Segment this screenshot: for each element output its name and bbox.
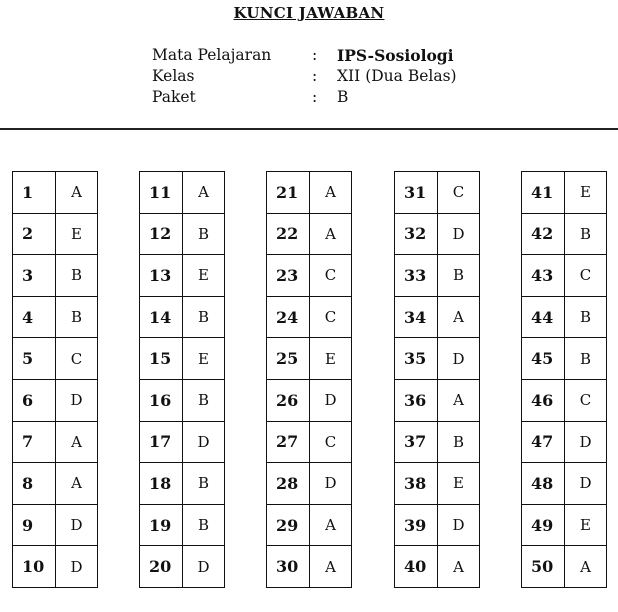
- table-row: [522, 421, 607, 463]
- question-number: 29: [267, 504, 310, 546]
- table-row: [395, 296, 480, 338]
- colon: :: [312, 46, 318, 64]
- answer-letter: B: [56, 255, 98, 297]
- table-row: [140, 172, 225, 214]
- table-row: [395, 421, 480, 463]
- info-row-subject: [152, 45, 457, 66]
- answer-letter: D: [438, 338, 480, 380]
- info-row-class: [152, 66, 457, 87]
- question-number: 17: [140, 421, 183, 463]
- question-number: 1: [13, 172, 56, 214]
- answer-letter: B: [183, 296, 225, 338]
- question-number: 42: [522, 213, 565, 255]
- answer-letter: C: [565, 255, 607, 297]
- table-row: [267, 296, 352, 338]
- question-number: 15: [140, 338, 183, 380]
- answer-table-4: [394, 171, 480, 588]
- table-row: [140, 463, 225, 505]
- question-number: 3: [13, 255, 56, 297]
- question-number: 9: [13, 504, 56, 546]
- answer-table-1: [12, 171, 98, 588]
- answer-letter: E: [565, 504, 607, 546]
- subject-label: Mata Pelajaran: [152, 46, 272, 64]
- table-row: [140, 379, 225, 421]
- table-row: [13, 213, 98, 255]
- answer-letter: B: [183, 504, 225, 546]
- table-row: [522, 463, 607, 505]
- table-row: [522, 213, 607, 255]
- answer-table-5: [521, 171, 607, 588]
- table-row: [395, 379, 480, 421]
- table-row: [140, 504, 225, 546]
- question-number: 2: [13, 213, 56, 255]
- answer-letter: B: [565, 296, 607, 338]
- class-label: Kelas: [152, 67, 195, 85]
- question-number: 44: [522, 296, 565, 338]
- answer-letter: B: [565, 213, 607, 255]
- question-number: 25: [267, 338, 310, 380]
- package-value: B: [337, 88, 349, 106]
- question-number: 37: [395, 421, 438, 463]
- package-label: Paket: [152, 88, 196, 106]
- answer-letter: D: [56, 504, 98, 546]
- answer-letter: E: [56, 213, 98, 255]
- answer-letter: D: [565, 463, 607, 505]
- table-row: [140, 213, 225, 255]
- question-number: 27: [267, 421, 310, 463]
- answer-letter: A: [56, 172, 98, 214]
- question-number: 8: [13, 463, 56, 505]
- answer-letter: E: [183, 338, 225, 380]
- table-row: [395, 213, 480, 255]
- question-number: 43: [522, 255, 565, 297]
- table-row: [140, 546, 225, 588]
- class-value: XII (Dua Belas): [337, 67, 457, 85]
- question-number: 23: [267, 255, 310, 297]
- info-row-package: [152, 87, 457, 108]
- answer-letter: B: [565, 338, 607, 380]
- answer-letter: A: [310, 213, 352, 255]
- answer-letter: C: [310, 421, 352, 463]
- table-row: [13, 296, 98, 338]
- table-row: [267, 338, 352, 380]
- table-row: [267, 546, 352, 588]
- answer-table-2: [139, 171, 225, 588]
- answer-letter: E: [438, 463, 480, 505]
- question-number: 32: [395, 213, 438, 255]
- question-number: 14: [140, 296, 183, 338]
- question-number: 39: [395, 504, 438, 546]
- answer-table-3: [266, 171, 352, 588]
- answer-letter: D: [310, 379, 352, 421]
- question-number: 41: [522, 172, 565, 214]
- answer-letter: E: [183, 255, 225, 297]
- answer-letter: A: [183, 172, 225, 214]
- question-number: 13: [140, 255, 183, 297]
- answer-letter: E: [310, 338, 352, 380]
- answer-letter: C: [56, 338, 98, 380]
- table-row: [395, 546, 480, 588]
- subject-value: IPS-Sosiologi: [337, 46, 454, 65]
- answer-letter: D: [438, 213, 480, 255]
- question-number: 35: [395, 338, 438, 380]
- table-row: [140, 296, 225, 338]
- answer-letter: A: [438, 296, 480, 338]
- table-row: [140, 338, 225, 380]
- table-row: [395, 338, 480, 380]
- answer-letter: B: [183, 379, 225, 421]
- question-number: 20: [140, 546, 183, 588]
- table-row: [13, 504, 98, 546]
- question-number: 6: [13, 379, 56, 421]
- question-number: 4: [13, 296, 56, 338]
- table-row: [13, 379, 98, 421]
- question-number: 46: [522, 379, 565, 421]
- answer-letter: A: [310, 172, 352, 214]
- table-row: [13, 255, 98, 297]
- table-row: [522, 338, 607, 380]
- question-number: 48: [522, 463, 565, 505]
- question-number: 40: [395, 546, 438, 588]
- answer-letter: B: [183, 213, 225, 255]
- question-number: 7: [13, 421, 56, 463]
- table-row: [13, 172, 98, 214]
- question-number: 16: [140, 379, 183, 421]
- table-row: [395, 463, 480, 505]
- table-row: [140, 421, 225, 463]
- answer-letter: D: [56, 379, 98, 421]
- question-number: 45: [522, 338, 565, 380]
- table-row: [395, 255, 480, 297]
- question-number: 24: [267, 296, 310, 338]
- question-number: 33: [395, 255, 438, 297]
- answer-letter: A: [310, 504, 352, 546]
- table-row: [13, 338, 98, 380]
- answer-letter: A: [310, 546, 352, 588]
- question-number: 22: [267, 213, 310, 255]
- table-row: [267, 255, 352, 297]
- question-number: 50: [522, 546, 565, 588]
- question-number: 26: [267, 379, 310, 421]
- answer-letter: C: [310, 296, 352, 338]
- answer-letter: C: [438, 172, 480, 214]
- table-row: [13, 421, 98, 463]
- question-number: 12: [140, 213, 183, 255]
- table-row: [395, 172, 480, 214]
- question-number: 11: [140, 172, 183, 214]
- table-row: [267, 421, 352, 463]
- exam-info: [152, 45, 457, 108]
- answer-letter: D: [56, 546, 98, 588]
- answer-letter: C: [310, 255, 352, 297]
- table-row: [395, 504, 480, 546]
- question-number: 10: [13, 546, 56, 588]
- question-number: 5: [13, 338, 56, 380]
- answer-letter: E: [565, 172, 607, 214]
- document-title: KUNCI JAWABAN: [233, 4, 385, 22]
- question-number: 34: [395, 296, 438, 338]
- question-number: 19: [140, 504, 183, 546]
- answer-letter: D: [565, 421, 607, 463]
- table-row: [13, 546, 98, 588]
- table-row: [522, 296, 607, 338]
- table-row: [140, 255, 225, 297]
- table-row: [267, 504, 352, 546]
- answer-letter: A: [438, 379, 480, 421]
- header-divider: [0, 128, 618, 130]
- question-number: 49: [522, 504, 565, 546]
- answer-letter: D: [438, 504, 480, 546]
- table-row: [522, 379, 607, 421]
- table-row: [267, 213, 352, 255]
- answer-letter: A: [438, 546, 480, 588]
- question-number: 31: [395, 172, 438, 214]
- table-row: [267, 379, 352, 421]
- answer-letter: D: [183, 546, 225, 588]
- table-row: [522, 504, 607, 546]
- question-number: 21: [267, 172, 310, 214]
- question-number: 38: [395, 463, 438, 505]
- answer-letter: A: [565, 546, 607, 588]
- colon: :: [312, 88, 318, 106]
- question-number: 36: [395, 379, 438, 421]
- answer-letter: D: [183, 421, 225, 463]
- table-row: [267, 172, 352, 214]
- table-row: [522, 546, 607, 588]
- answer-letter: A: [56, 421, 98, 463]
- answer-letter: D: [310, 463, 352, 505]
- table-row: [522, 255, 607, 297]
- table-row: [267, 463, 352, 505]
- question-number: 28: [267, 463, 310, 505]
- answer-letter: B: [438, 421, 480, 463]
- answer-letter: B: [56, 296, 98, 338]
- question-number: 30: [267, 546, 310, 588]
- question-number: 47: [522, 421, 565, 463]
- question-number: 18: [140, 463, 183, 505]
- answer-letter: B: [183, 463, 225, 505]
- colon: :: [312, 67, 318, 85]
- answer-letter: C: [565, 379, 607, 421]
- table-row: [522, 172, 607, 214]
- answer-letter: A: [56, 463, 98, 505]
- table-row: [13, 463, 98, 505]
- answer-letter: B: [438, 255, 480, 297]
